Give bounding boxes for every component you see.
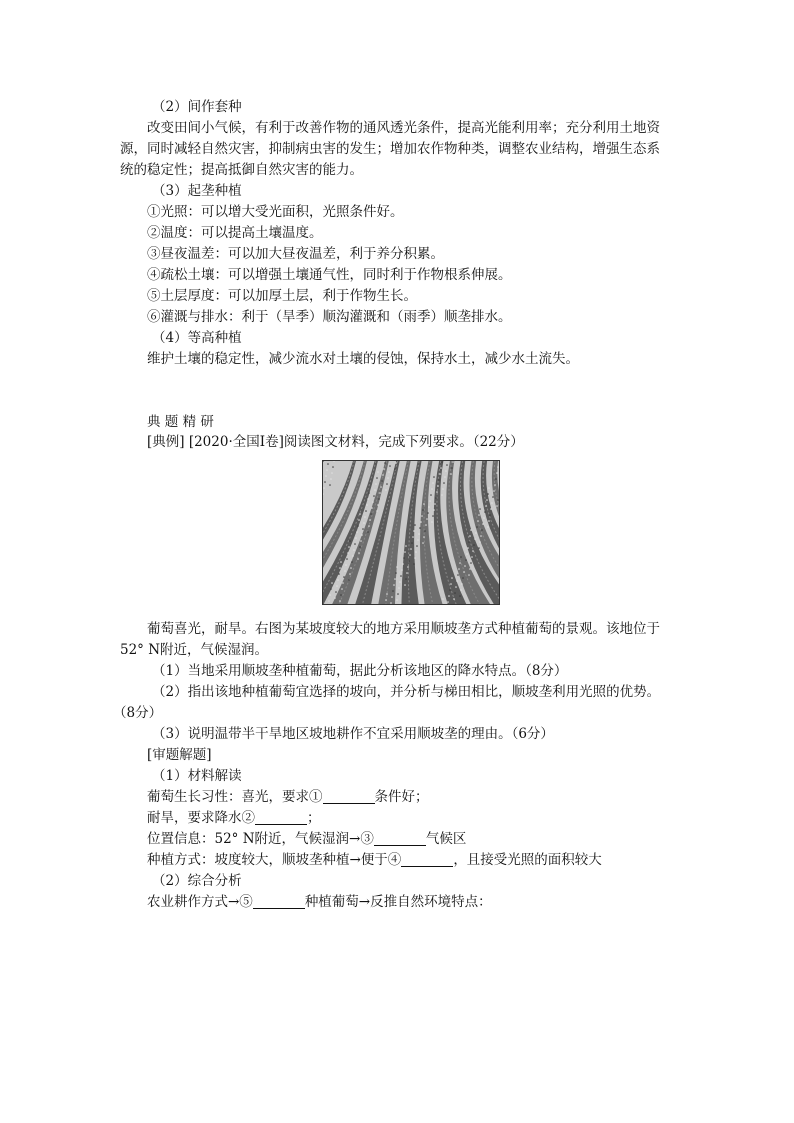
photo-speckle	[429, 500, 431, 502]
photo-speckle	[431, 488, 433, 490]
photo-speckle	[440, 467, 442, 469]
list-item: ①光照：可以增大受光面积，光照条件好。	[147, 204, 404, 220]
photo-speckle	[407, 566, 409, 568]
photo-speckle	[373, 495, 375, 497]
photo-speckle	[338, 573, 340, 575]
photo-speckle	[469, 535, 471, 537]
photo-speckle	[351, 561, 353, 563]
list-item: ⑤土层厚度：可以加厚土层，利于作物生长。	[147, 288, 417, 304]
photo-speckle	[442, 598, 444, 600]
photo-speckle	[416, 545, 418, 547]
photo-speckle	[362, 528, 364, 530]
photo-speckle	[346, 558, 348, 560]
photo-speckle	[374, 489, 376, 491]
photo-speckle	[418, 533, 420, 535]
fill-line-2	[147, 808, 321, 828]
photo-speckle	[327, 463, 329, 465]
photo-speckle	[423, 536, 425, 538]
photo-speckle	[387, 477, 389, 479]
photo-speckle	[435, 497, 437, 499]
photo-speckle	[332, 466, 334, 468]
photo-speckle	[345, 564, 347, 566]
photo-speckle	[496, 505, 498, 507]
photo-speckle	[490, 508, 492, 510]
photo-speckle	[384, 462, 386, 464]
photo-speckle	[426, 518, 428, 520]
photo-speckle	[465, 559, 467, 561]
photo-speckle	[476, 526, 478, 528]
photo-speckle	[363, 522, 365, 524]
photo-speckle	[371, 507, 373, 509]
photo-speckle	[494, 484, 496, 486]
photo-speckle	[339, 600, 341, 602]
photo-speckle	[361, 534, 363, 536]
blank-5[interactable]	[253, 894, 305, 909]
photo-speckle	[431, 521, 433, 523]
photo-speckle	[447, 601, 449, 603]
photo-speckle	[348, 546, 350, 548]
fill-text: 种植葡萄→反推自然环境特点：	[304, 894, 492, 910]
photo-speckle	[432, 515, 434, 517]
photo-speckle	[453, 598, 455, 600]
photo-speckle	[331, 582, 333, 584]
list-item: ②温度：可以提高土壤温度。	[147, 225, 323, 241]
photo-speckle	[422, 542, 424, 544]
photo-speckle	[481, 529, 483, 531]
photo-speckle	[482, 523, 484, 525]
photo-speckle	[423, 503, 425, 505]
photo-speckle	[328, 600, 330, 602]
photo-speckle	[401, 569, 403, 571]
photo-speckle	[394, 468, 396, 470]
photo-speckle	[443, 482, 445, 484]
photo-speckle	[479, 541, 481, 543]
photo-speckle	[394, 578, 396, 580]
photo-speckle	[424, 530, 426, 532]
photo-speckle	[375, 483, 377, 485]
fill-text: 农业耕作方式→⑤	[147, 894, 253, 910]
photo-speckle	[470, 529, 472, 531]
photo-speckle	[480, 535, 482, 537]
list-item: ④疏松土壤：可以增强土壤通气性，同时利于作物根系伸展。	[147, 267, 512, 283]
photo-speckle	[359, 513, 361, 515]
fill-line-5	[147, 892, 492, 912]
photo-speckle	[368, 525, 370, 527]
example-intro: [典例] [2020·全国Ⅰ卷]阅读图文材料，完成下列要求。（22分）	[147, 434, 524, 450]
photo-speckle	[469, 568, 471, 570]
heading-ridge-planting: （3）起垄种植	[152, 183, 242, 199]
photo-speckle	[341, 588, 343, 590]
blank-4[interactable]	[401, 852, 453, 867]
photo-speckle	[446, 464, 448, 466]
photo-speckle	[434, 503, 436, 505]
photo-speckle	[414, 524, 416, 526]
photo-speckle	[421, 515, 423, 517]
photo-speckle	[399, 581, 401, 583]
photo-speckle	[415, 551, 417, 553]
question-1: （1）当地采用顺坡垄种植葡萄，据此分析该地区的降水特点。（8分）	[152, 663, 568, 679]
photo-speckle	[451, 467, 453, 469]
photo-speckle	[369, 519, 371, 521]
fill-text: 耐旱，要求降水②	[147, 810, 255, 826]
photo-speckle	[411, 542, 413, 544]
photo-speckle	[413, 530, 415, 532]
photo-speckle	[427, 512, 429, 514]
photo-speckle	[356, 531, 358, 533]
photo-speckle	[459, 595, 461, 597]
photo-speckle	[402, 563, 404, 565]
photo-speckle	[475, 532, 477, 534]
paragraph-line: 统的稳定性；提高抵御自然灾害的能力。	[120, 162, 363, 178]
photo-speckle	[382, 474, 384, 476]
fill-line-1	[147, 787, 429, 807]
photo-speckle	[459, 562, 461, 564]
section-heading: 典 题 精 研	[147, 414, 214, 430]
photo-speckle	[478, 514, 480, 516]
photo-speckle	[458, 568, 460, 570]
photo-speckle	[460, 589, 462, 591]
photo-speckle	[473, 544, 475, 546]
fill-text: 种植方式：坡度较大，顺坡垄种植→便于④	[147, 852, 402, 868]
photo-speckle	[339, 567, 341, 569]
photo-speckle	[419, 527, 421, 529]
photo-speckle	[492, 496, 494, 498]
photo-speckle	[464, 565, 466, 567]
question-3: （3）说明温带半干旱地区坡地耕作不宜采用顺坡垄的理由。（6分）	[152, 726, 554, 742]
photo-speckle	[379, 492, 381, 494]
photo-speckle	[385, 489, 387, 491]
photo-speckle	[408, 560, 410, 562]
photo-speckle	[388, 471, 390, 473]
photo-speckle	[365, 510, 367, 512]
photo-speckle	[330, 478, 332, 480]
photo-speckle	[488, 520, 490, 522]
photo-speckle	[439, 473, 441, 475]
photo-speckle	[412, 536, 414, 538]
paragraph-line: 维护土壤的稳定性，减少流水对土壤的侵蚀，保持水土，减少水土流失。	[147, 351, 579, 367]
photo-speckle	[441, 494, 443, 496]
photo-speckle	[386, 593, 388, 595]
photo-speckle	[355, 537, 357, 539]
photo-speckle	[334, 597, 336, 599]
photo-speckle	[417, 539, 419, 541]
photo-speckle	[403, 557, 405, 559]
photo-speckle	[331, 472, 333, 474]
material-line: 葡萄喜光，耐旱。右图为某坡度较大的地方采用顺坡垄方式种植葡萄的景观。该地位于	[147, 621, 660, 637]
photo-speckle	[496, 472, 498, 474]
list-item: ⑥灌溉与排水：利于（旱季）顺沟灌溉和（雨季）顺垄排水。	[147, 309, 512, 325]
photo-speckle	[350, 567, 352, 569]
photo-speckle	[381, 480, 383, 482]
photo-speckle	[451, 577, 453, 579]
photo-speckle	[445, 470, 447, 472]
photo-speckle	[389, 465, 391, 467]
photo-speckle	[395, 462, 397, 464]
photo-speckle	[438, 479, 440, 481]
photo-speckle	[360, 540, 362, 542]
paragraph-line: 源，同时减轻自然灾害，抑制病虫害的发生；增加农作物种类，调整农业结构，增强生态系	[120, 141, 660, 157]
photo-speckle	[455, 586, 457, 588]
material-line: 52° N附近，气候湿润。	[120, 642, 269, 658]
photo-speckle	[487, 526, 489, 528]
blank-1[interactable]	[323, 789, 375, 804]
photo-speckle	[405, 578, 407, 580]
photo-speckle	[329, 594, 331, 596]
photo-speckle	[383, 468, 385, 470]
photo-speckle	[330, 588, 332, 590]
photo-speckle	[479, 508, 481, 510]
photo-speckle	[377, 504, 379, 506]
photo-speckle	[390, 602, 392, 604]
photo-speckle	[353, 549, 355, 551]
photo-speckle	[348, 579, 350, 581]
photo-speckle	[472, 550, 474, 552]
photo-speckle	[358, 519, 360, 521]
question-2: （2）指出该地种植葡萄宜选择的坡向，并分析与梯田相比，顺坡垄利用光照的优势。	[152, 684, 661, 700]
photo-speckle	[370, 513, 372, 515]
photo-speckle	[329, 484, 331, 486]
analysis-subheading-2: （2）综合分析	[152, 873, 242, 889]
photo-speckle	[470, 562, 472, 564]
photo-speckle	[441, 461, 443, 463]
photo-speckle	[404, 584, 406, 586]
photo-speckle	[488, 487, 490, 489]
photo-speckle	[392, 590, 394, 592]
photo-speckle	[410, 548, 412, 550]
photo-speckle	[449, 589, 451, 591]
photo-speckle	[323, 487, 325, 489]
photo-speckle	[489, 514, 491, 516]
photo-speckle	[450, 473, 452, 475]
paragraph-line: 改变田间小气候，有利于改善作物的通风透光条件，提高光能利用率；充分利用土地资	[147, 120, 660, 136]
photo-speckle	[347, 552, 349, 554]
photo-speckle	[406, 572, 408, 574]
photo-speckle	[457, 574, 459, 576]
photo-speckle	[377, 471, 379, 473]
photo-speckle	[452, 461, 454, 463]
photo-speckle	[420, 521, 422, 523]
photo-speckle	[454, 592, 456, 594]
photo-speckle	[367, 531, 369, 533]
blank-2[interactable]	[255, 810, 307, 825]
photo-speckle	[340, 561, 342, 563]
heading-intercropping: （2）间作套种	[152, 99, 242, 115]
photo-speckle	[368, 492, 370, 494]
photo-speckle	[386, 483, 388, 485]
photo-speckle	[436, 491, 438, 493]
photo-speckle	[357, 558, 359, 560]
fill-text: ；	[307, 810, 321, 826]
fill-text: 葡萄生长习性：喜光，要求①	[147, 789, 323, 805]
photo-speckle	[404, 551, 406, 553]
photo-speckle	[349, 573, 351, 575]
photo-speckle	[343, 576, 345, 578]
fill-line-3	[147, 829, 466, 849]
photo-speckle	[442, 488, 444, 490]
photo-speckle	[467, 547, 469, 549]
photo-speckle	[497, 499, 499, 501]
photo-speckle	[352, 555, 354, 557]
photo-speckle	[486, 499, 488, 501]
photo-speckle	[358, 552, 360, 554]
photo-speckle	[376, 510, 378, 512]
photo-speckle	[397, 593, 399, 595]
photo-speckle	[395, 572, 397, 574]
heading-contour-planting: （4）等高种植	[152, 330, 242, 346]
photo-speckle	[491, 502, 493, 504]
photo-speckle	[357, 525, 359, 527]
photo-speckle	[378, 498, 380, 500]
photo-speckle	[409, 554, 411, 556]
photo-speckle	[325, 475, 327, 477]
photo-speckle	[344, 570, 346, 572]
photo-speckle	[483, 517, 485, 519]
photo-speckle	[487, 493, 489, 495]
photo-speckle	[430, 494, 432, 496]
photo-speckle	[474, 538, 476, 540]
photo-speckle	[493, 490, 495, 492]
photo-speckle	[428, 506, 430, 508]
photo-speckle	[354, 543, 356, 545]
photo-speckle	[460, 556, 462, 558]
photo-speckle	[477, 520, 479, 522]
photo-speckle	[433, 509, 435, 511]
photo-speckle	[450, 583, 452, 585]
fill-line-4	[147, 850, 602, 870]
photo-speckle	[405, 545, 407, 547]
blank-3[interactable]	[374, 831, 426, 846]
photo-speckle	[380, 486, 382, 488]
list-item: ③昼夜温差：可以加大昼夜温差，利于养分积累。	[147, 246, 444, 262]
photo-speckle	[478, 547, 480, 549]
photo-speckle	[471, 556, 473, 558]
photo-speckle	[342, 582, 344, 584]
photo-speckle	[366, 504, 368, 506]
photo-speckle	[364, 516, 366, 518]
photo-speckle	[324, 481, 326, 483]
photo-speckle	[432, 482, 434, 484]
photo-speckle	[396, 599, 398, 601]
photo-speckle	[456, 580, 458, 582]
photo-speckle	[422, 509, 424, 511]
photo-speckle	[433, 476, 435, 478]
photo-speckle	[398, 587, 400, 589]
fill-text: 位置信息：52° N附近，气候湿润→③	[147, 831, 374, 847]
photo-speckle	[448, 595, 450, 597]
photo-speckle	[372, 501, 374, 503]
photo-speckle	[462, 577, 464, 579]
photo-speckle	[485, 505, 487, 507]
photo-speckle	[495, 478, 497, 480]
question-2-score: （8分）	[113, 705, 163, 721]
fill-text: 气候区	[425, 831, 467, 847]
photo-speckle	[425, 524, 427, 526]
photo-speckle	[385, 599, 387, 601]
analysis-subheading-1: （1）材料解读	[152, 768, 242, 784]
photo-speckle	[444, 476, 446, 478]
photo-speckle	[396, 566, 398, 568]
analysis-heading: [审题解题]	[147, 747, 212, 763]
fill-text: ，且接受光照的面积较大	[453, 852, 602, 868]
photo-speckle	[349, 540, 351, 542]
photo-speckle	[376, 477, 378, 479]
photo-speckle	[367, 498, 369, 500]
photo-speckle	[340, 594, 342, 596]
photo-speckle	[461, 583, 463, 585]
photo-speckle	[484, 511, 486, 513]
photo-speckle	[463, 571, 465, 573]
photo-speckle	[400, 575, 402, 577]
photo-speckle	[391, 596, 393, 598]
photo-speckle	[413, 563, 415, 565]
photo-speckle	[336, 585, 338, 587]
photo-speckle	[393, 584, 395, 586]
vineyard-photo	[322, 460, 500, 605]
photo-speckle	[326, 469, 328, 471]
photo-speckle	[497, 466, 499, 468]
photo-speckle	[468, 574, 470, 576]
photo-speckle	[468, 541, 470, 543]
photo-speckle	[337, 579, 339, 581]
photo-speckle	[466, 553, 468, 555]
photo-speckle	[359, 546, 361, 548]
fill-text: 条件好；	[374, 789, 429, 805]
photo-speckle	[335, 591, 337, 593]
photo-speckle	[437, 485, 439, 487]
photo-speckle	[414, 557, 416, 559]
